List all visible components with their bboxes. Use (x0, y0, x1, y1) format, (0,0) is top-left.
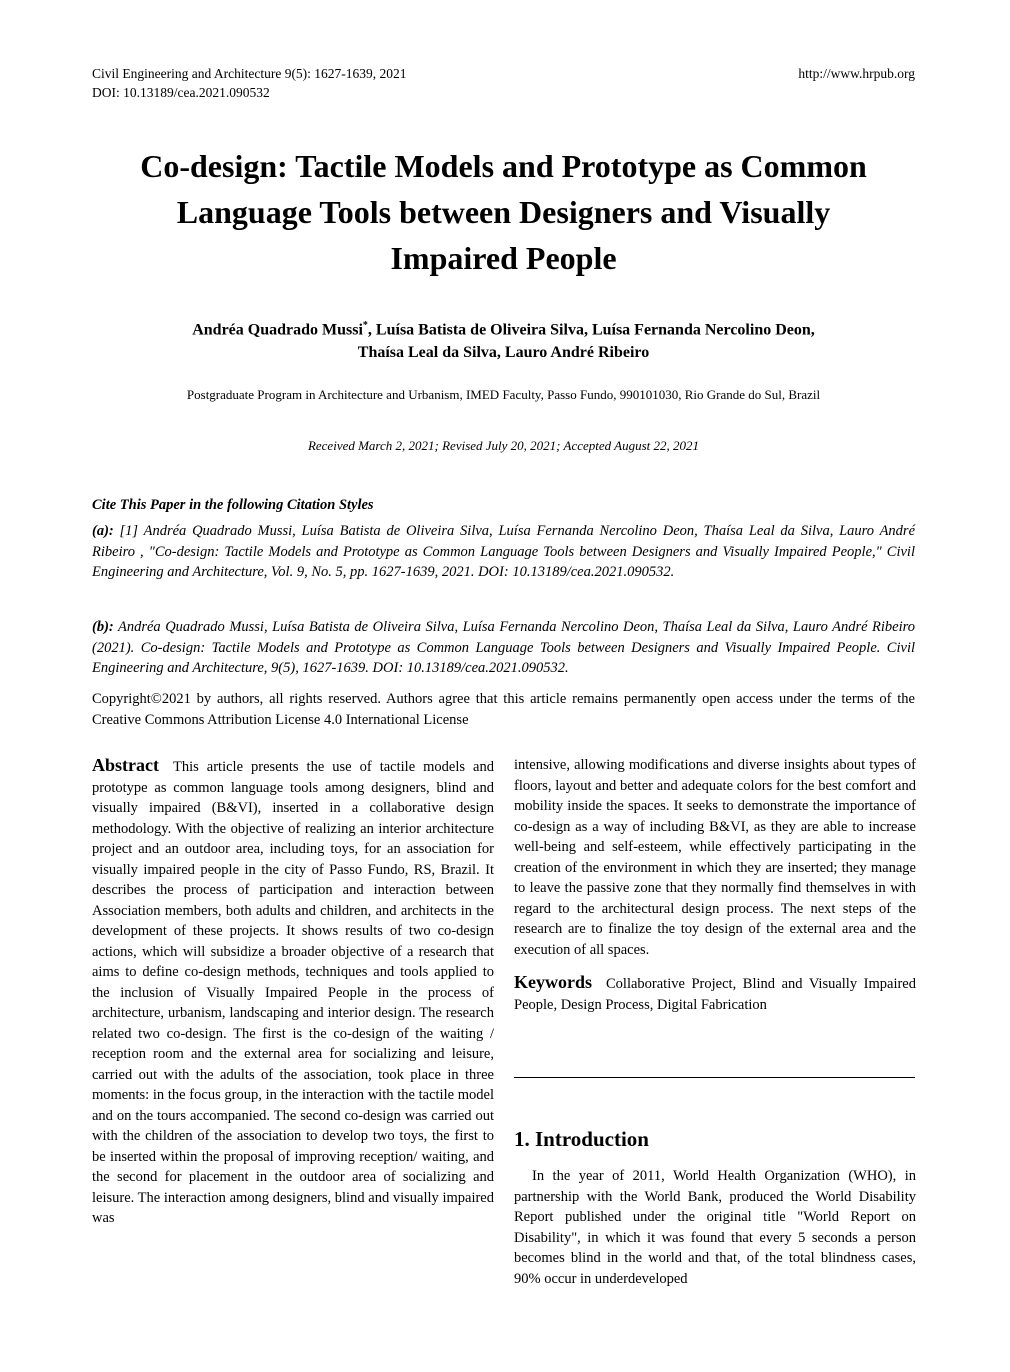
paper-title (92, 143, 915, 281)
running-header (92, 64, 915, 102)
abstract-label: Abstract (92, 755, 159, 775)
citation-label: (b): (92, 619, 114, 635)
citation-heading: Cite This Paper in the following Citation Styles (92, 497, 374, 513)
section-heading-introduction: 1. Introduction (514, 1127, 649, 1151)
citation-text: Andréa Quadrado Mussi, Luísa Batista de Oliveira Silva, Luísa Fernanda Nercolino Deon, Thaísa Leal da Silva, Lauro André Ribeiro (2021). Co-design: Tactile Models and Prototype as Common Language Tools between Designers and Visually Impaired People. Civil Engineering and Architecture, 9(5), 1627-1639. DOI: 10.13189/cea.2021.090532. (92, 619, 915, 676)
title-line: Language Tools between Designers and Visually (176, 194, 831, 230)
title-line: Impaired People (390, 240, 617, 276)
corresponding-author-mark: * (362, 320, 368, 331)
abstract-column-right (514, 755, 916, 1015)
abstract-column-left (92, 755, 494, 1229)
journal-citation-line: Civil Engineering and Architecture 9(5): 1627-1639, 2021 (92, 66, 407, 81)
introduction-text: In the year of 2011, World Health Organization (WHO), in partnership with the World Bank, produced the World Disability Report published under the original title "World Report on Disability", in which it was found that every 5 seconds a person becomes blind in the world and that, of the total blindness cases, 90% occur in underdeveloped (514, 1168, 916, 1287)
citation-style-b (92, 617, 915, 679)
publisher-url[interactable]: http://www.hrpub.org (798, 66, 915, 81)
paper-page (92, 0, 915, 1372)
author-line (92, 314, 915, 341)
copyright-notice: Copyright©2021 by authors, all rights reserved. Authors agree that this article remains permanently open access under the terms of the Creative Commons Attribution License 4.0 International License (92, 691, 915, 728)
abstract-text-continued: intensive, allowing modifications and diverse insights about types of floors, layout and better and adequate colors for the best comfort and mobility inside the spaces. It seeks to demonstrate the importance of co-design as a way of including B&VI, as they are able to increase well-being and self-esteem, while effectively participating in the creation of the environment in which they are inserted; they manage to leave the passive zone that they normally find themselves in with regard to the architectural design process. The next steps of the research are to finalize the toy design of the external area and the execution of all spaces. (514, 757, 916, 958)
keywords-label: Keywords (514, 972, 592, 992)
citation-style-a (92, 521, 915, 583)
doi-line: DOI: 10.13189/cea.2021.090532 (92, 85, 270, 100)
keywords-block (514, 972, 916, 1015)
corresponding-author: Andréa Quadrado Mussi (192, 321, 363, 339)
affiliation: Postgraduate Program in Architecture and Urbanism, IMED Faculty, Passo Fundo, 990101030, Rio Grande do Sul, Brazil (186, 387, 821, 402)
citation-label: (a): (92, 523, 114, 539)
submission-dates: Received March 2, 2021; Revised July 20, 2021; Accepted August 22, 2021 (307, 438, 700, 453)
author-names: , Luísa Batista de Oliveira Silva, Luísa Fernanda Nercolino Deon, (367, 321, 815, 339)
author-list (92, 314, 915, 364)
abstract-text: This article presents the use of tactile models and prototype as common language tools among designers, blind and visually impaired (B&VI), inserted in a collaborative design methodology. With the objective of realizing an interior architecture project and an outdoor area, including toys, for an association for visually impaired people in the city of Passo Fundo, RS, Brazil. It describes the process of participation and interaction between Association members, both adults and children, and architects in the development of these projects. It shows results of two co-design actions, which will subsidize a broader objective of a research that aims to define co-design methods, techniques and tools applied to the inclusion of Visually Impaired People in the process of architecture, urbanism, landscaping and interior design. The research related two co-design. The first is the co-design of the waiting / reception room and the external area for socializing and leisure, carried out with the adults of the association, took place in three moments: in the focus group, in the interaction with the tactile model and on the tours accompanied. The second co-design was carried out with the children of the association to develop two toys, the first to be inserted within the proposal of improving reception/ waiting, and the second for placement in the outdoor area of socializing and leisure. The interaction among designers, blind and visually impaired was (92, 759, 494, 1226)
section-divider (514, 1077, 915, 1078)
keywords-text: Collaborative Project, Blind and Visually Impaired People, Design Process, Digital Fabrication (514, 976, 916, 1013)
author-line: Thaísa Leal da Silva, Lauro André Ribeiro (357, 344, 650, 362)
citation-text: [1] Andréa Quadrado Mussi, Luísa Batista de Oliveira Silva, Luísa Fernanda Nercolino Deon, Thaísa Leal da Silva, Lauro André Ribeiro , "Co-design: Tactile Models and Prototype as Common Language Tools between Designers and Visually Impaired People," Civil Engineering and Architecture, Vol. 9, No. 5, pp. 1627-1639, 2021. DOI: 10.13189/cea.2021.090532. (92, 523, 915, 580)
title-line: Co-design: Tactile Models and Prototype as Common (140, 148, 867, 184)
